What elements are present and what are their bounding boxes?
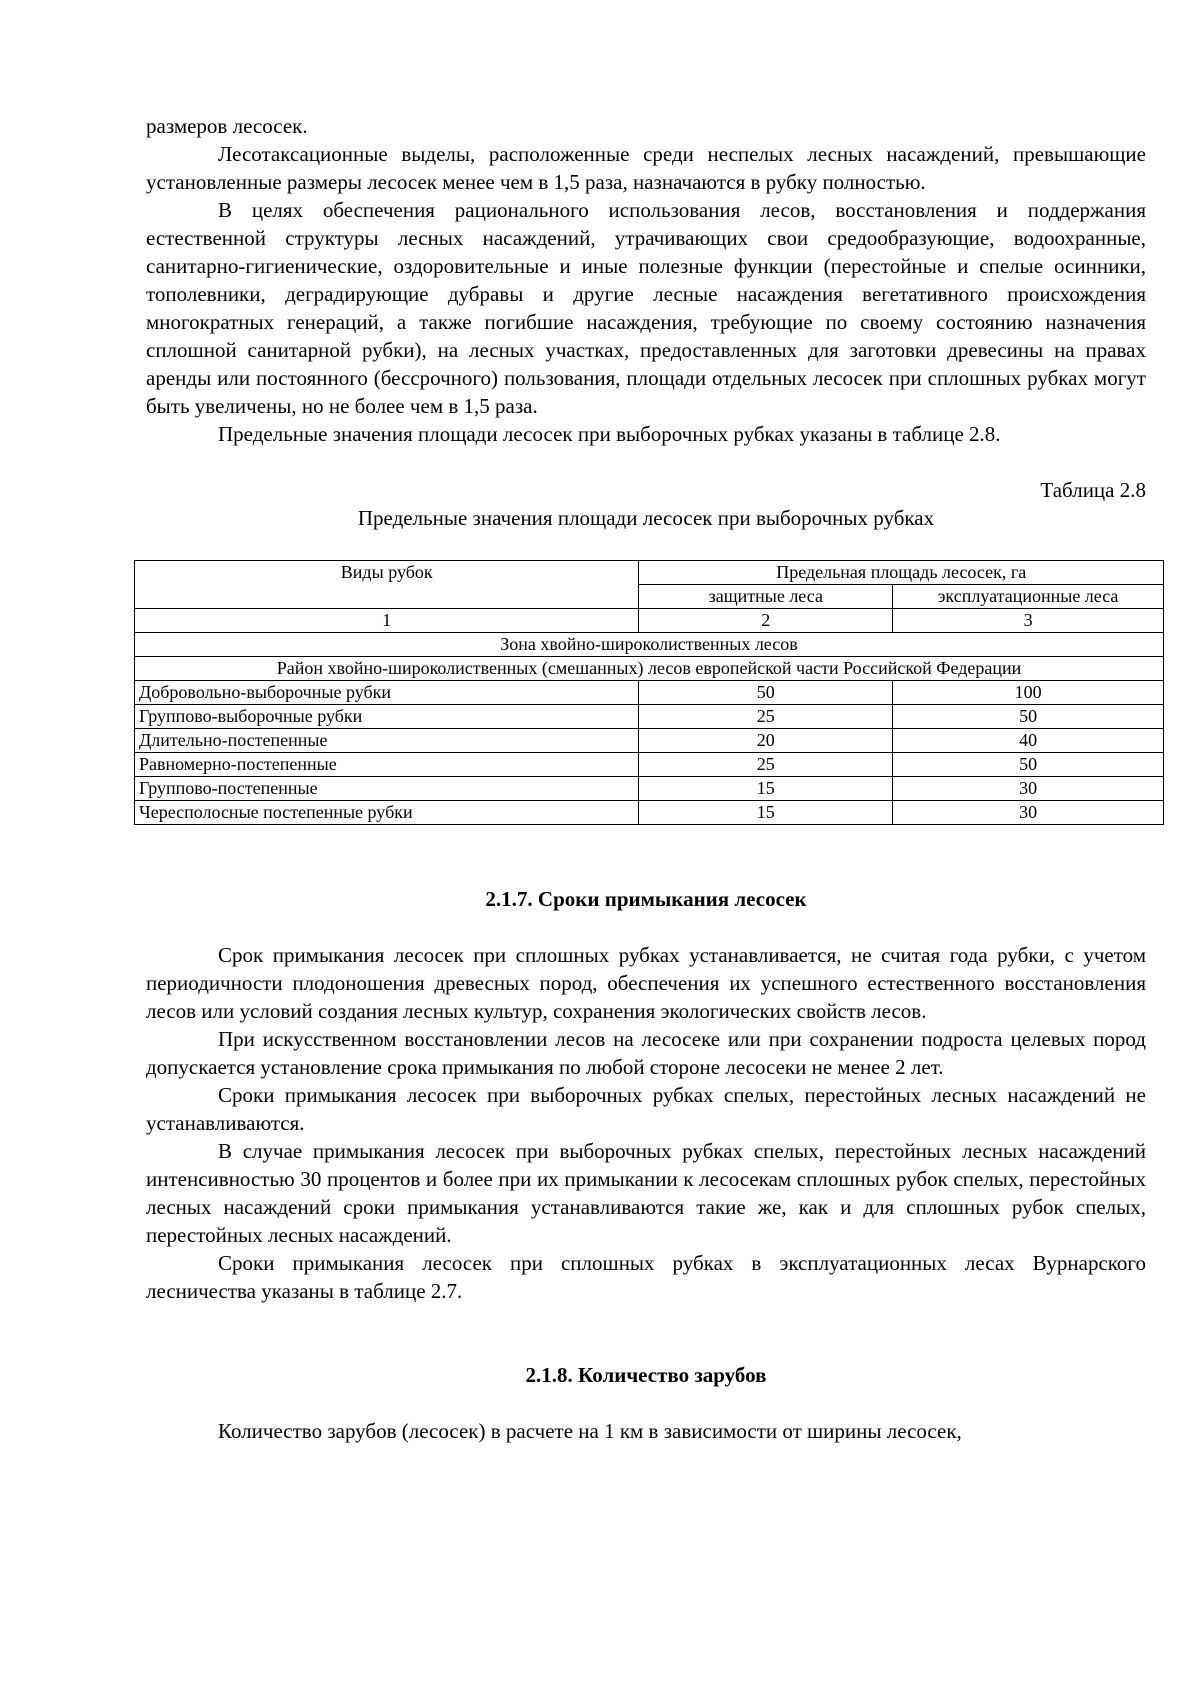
section-heading-2-1-7: 2.1.7. Сроки примыкания лесосек — [485, 887, 807, 911]
header-protective-forests: защитные леса — [639, 585, 893, 609]
column-number: 3 — [893, 609, 1164, 633]
column-number: 1 — [135, 609, 639, 633]
table-zone-row — [135, 633, 1164, 657]
paragraph: При искусственном восстановлении лесов на лесосеке или при сохранении подроста целевых пород допускается установление срока примыкания по любой стороне лесосеки не менее 2 лет. — [146, 1027, 1146, 1079]
header-cutting-types: Виды рубок — [135, 561, 639, 609]
table-row — [135, 681, 1164, 705]
exploitation-value: 40 — [893, 729, 1164, 753]
exploitation-value: 30 — [893, 801, 1164, 825]
limits-table — [134, 560, 1164, 825]
cutting-type-name: Группово-выборочные рубки — [135, 705, 639, 729]
table-column-numbers-row — [135, 609, 1164, 633]
paragraph: Сроки примыкания лесосек при сплошных рубках в эксплуатационных лесах Вурнарского лесничества указаны в таблице 2.7. — [146, 1251, 1146, 1303]
paragraph: Предельные значения площади лесосек при выборочных рубках указаны в таблице 2.8. — [218, 422, 1001, 446]
paragraph: В случае примыкания лесосек при выборочных рубках спелых, перестойных лесных насаждений интенсивностью 30 процентов и более при их примыкании к лесосекам сплошных рубок спелых, перестойных лесных насаждений сроки примыкания устанавливаются такие же, как и для сплошных рубок спелых, перестойных лесных насаждений. — [146, 1139, 1146, 1247]
zone-label: Зона хвойно-широколиственных лесов — [135, 633, 1164, 657]
table-row — [135, 801, 1164, 825]
table-row — [135, 777, 1164, 801]
protective-value: 20 — [639, 729, 893, 753]
cutting-type-name: Чересполосные постепенные рубки — [135, 801, 639, 825]
paragraph: В целях обеспечения рационального использования лесов, восстановления и поддержания естественной структуры лесных насаждений, утрачивающих свои средообразующие, водоохранные, санитарно-гигиенические, оздоровительные и иные полезные функции (перестойные и спелые осинники, тополевники, деградирующие дубравы и другие лесные насаждения вегетативного происхождения многократных генераций, а также погибшие насаждения, требующие по своему состоянию назначения сплошной санитарной рубки), на лесных участках, предоставленных для заготовки древесины на правах аренды или постоянного (бессрочного) пользования, площади отдельных лесосек при сплошных рубках могут быть увеличены, но не более чем в 1,5 раза. — [146, 198, 1146, 418]
protective-value: 25 — [639, 753, 893, 777]
protective-value: 15 — [639, 777, 893, 801]
paragraph: Количество зарубов (лесосек) в расчете на 1 км в зависимости от ширины лесосек, — [218, 1419, 962, 1443]
protective-value: 25 — [639, 705, 893, 729]
table-title: Предельные значения площади лесосек при выборочных рубках — [357, 506, 935, 530]
exploitation-value: 50 — [893, 753, 1164, 777]
table-row — [135, 705, 1164, 729]
protective-value: 15 — [639, 801, 893, 825]
paragraph: размеров лесосек. — [146, 114, 308, 138]
column-number: 2 — [639, 609, 893, 633]
exploitation-value: 30 — [893, 777, 1164, 801]
paragraph: Сроки примыкания лесосек при выборочных рубках спелых, перестойных лесных насаждений не устанавливаются. — [146, 1083, 1146, 1135]
protective-value: 50 — [639, 681, 893, 705]
paragraph: Лесотаксационные выделы, расположенные среди неспелых лесных насаждений, превышающие установленные размеры лесосек менее чем в 1,5 раза, назначаются в рубку полностью. — [146, 142, 1146, 194]
cutting-type-name: Группово-постепенные — [135, 777, 639, 801]
paragraph: Срок примыкания лесосек при сплошных рубках устанавливается, не считая года рубки, с учетом периодичности плодоношения древесных пород, обеспечения их успешного естественного восстановления лесов или условий создания лесных культур, сохранения экологических свойств лесов. — [146, 943, 1146, 1023]
table-header-row — [135, 561, 1164, 585]
cutting-type-name: Длительно-постепенные — [135, 729, 639, 753]
table-region-row — [135, 657, 1164, 681]
table-number: Таблица 2.8 — [1040, 478, 1146, 502]
header-exploitation-forests: эксплуатационные леса — [893, 585, 1164, 609]
table-row — [135, 753, 1164, 777]
table-row — [135, 729, 1164, 753]
header-area-limit: Предельная площадь лесосек, га — [639, 561, 1164, 585]
exploitation-value: 50 — [893, 705, 1164, 729]
region-label: Район хвойно-широколиственных (смешанных) лесов европейской части Российской Федерации — [135, 657, 1164, 681]
cutting-type-name: Добровольно-выборочные рубки — [135, 681, 639, 705]
exploitation-value: 100 — [893, 681, 1164, 705]
document-page — [139, 112, 1146, 1445]
cutting-type-name: Равномерно-постепенные — [135, 753, 639, 777]
section-heading-2-1-8: 2.1.8. Количество зарубов — [525, 1363, 767, 1387]
